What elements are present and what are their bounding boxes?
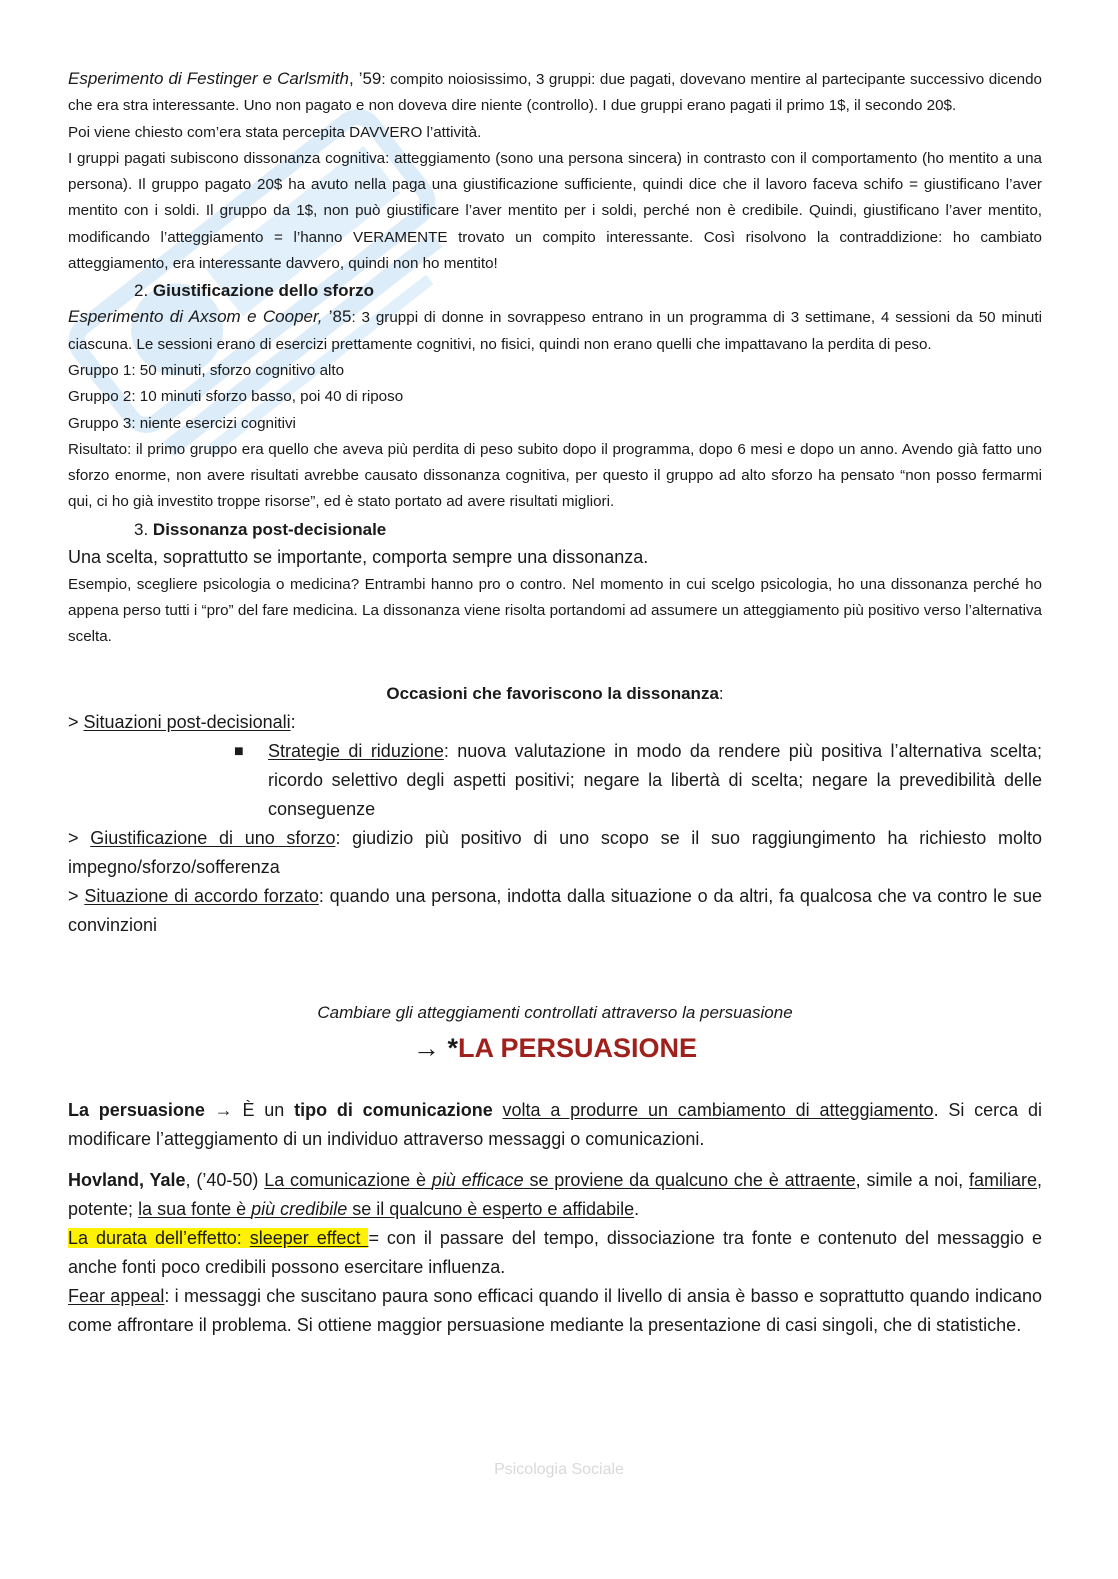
page-footer: Psicologia Sociale (494, 1461, 624, 1478)
occasioni-item-3: > Situazione di accordo forzato: quando una persona, indotta dalla situazione o da altri, fa qualcosa che va contro le sue convinzioni (68, 885, 1042, 935)
fear-appeal-paragraph: Fear appeal: i messaggi che suscitano paura sono efficaci quando il livello di ansia è basso e soprattutto quando indicano come affrontare il problema. Si ottiene maggior persuasione mediante la presentazione di casi singoli, che di statistiche. (68, 1285, 1042, 1335)
square-bullet-icon: ■ (234, 742, 244, 760)
highlighted-text: La durata dell’effetto: (68, 1227, 250, 1248)
festinger-line-2: Poi viene chiesto com’era stata percepita DAVVERO l’attività. (68, 123, 482, 141)
occasioni-item-2: > Giustificazione di uno sforzo: giudizio più positivo di uno scopo se il suo raggiungimento ha richiesto molto impegno/sforzo/sofferenza (68, 827, 1042, 877)
group-1: Gruppo 1: 50 minuti, sforzo cognitivo alto (68, 361, 345, 379)
axsom-result: Risultato: il primo gruppo era quello che aveva più perdita di peso subito dopo il programma, dopo 6 mesi e dopo un anno. Avendo già fatto uno sforzo enorme, non avere risultati avrebbe causato dissonanza cognitiva, per questo il gruppo ad alto sforzo ha pensato “non posso fermarmi qui, ci ho già investito troppe risorse”, ed è stato portato ad avere risultati migliori. (68, 440, 1042, 511)
festinger-title: Esperimento di Festinger e Carlsmith (68, 69, 349, 88)
document-body (68, 66, 1042, 1340)
persuasione-subtitle: Cambiare gli atteggiamenti controllati attraverso la persuasione (317, 1002, 793, 1022)
occasioni-title: Occasioni che favoriscono la dissonanza: (386, 683, 724, 703)
strategie-bullet: ■ Strategie di riduzione: nuova valutazione in modo da rendere più positiva l’alternativa scelta; ricordo selettivo degli aspetti positivi; negare la libertà di scelta; negare la prevedibilità delle conseguenze (68, 737, 1042, 824)
section-3-lead: Una scelta, soprattutto se importante, comporta sempre una dissonanza. (68, 546, 649, 567)
group-2: Gruppo 2: 10 minuti sforzo basso, poi 40 di riposo (68, 388, 404, 406)
hovland-paragraph: Hovland, Yale, (’40-50) La comunicazione è più efficace se proviene da qualcuno che è attraente, simile a noi, familiare, potente; la sua fonte è più credibile se il qualcuno è esperto e affidabile. (68, 1169, 1042, 1219)
festinger-line-3: I gruppi pagati subiscono dissonanza cognitiva: atteggiamento (sono una persona sincera) in contrasto con il comportamento (ho mentito a una persona). Il gruppo pagato 20$ ha avuto nella paga una giustificazione sufficiente, quindi dice che il lavoro faceva schifo = giustificano l’aver mentito con i soldi. Il gruppo da 1$, non può giustificare l’aver mentito per i soldi, perché non è credibile. Quindi, giustificano l’aver mentito, modificando l’atteggiamento = l’hanno VERAMENTE trovato un compito interessante. Così risolvono la contraddizione: ho cambiato atteggiamento, era interessante davvero, quindi non ho mentito! (68, 149, 1042, 273)
occasioni-item-1: > Situazioni post-decisionali: (68, 711, 296, 732)
section-3-heading: 3. Dissonanza post-decisionale (134, 519, 387, 539)
persuasione-definition: La persuasione → È un tipo di comunicazione volta a produrre un cambiamento di atteggiamento. Si cerca di modificare l’atteggiamento di un individuo attraverso messaggi o comunicazioni. (68, 1099, 1042, 1149)
persuasione-title: → *LA PERSUASIONE (412, 1032, 698, 1063)
section-2-heading: 2. Giustificazione dello sforzo (134, 281, 374, 301)
sleeper-effect-paragraph: La durata dell’effetto: sleeper effect = con il passare del tempo, dissociazione tra fonte e contenuto del messaggio e anche fonti poco credibili possono esercitare influenza. (68, 1227, 1043, 1277)
axsom-paragraph: Esperimento di Axsom e Cooper, ’85: 3 gruppi di donne in sovrappeso entrano in un programma di 3 settimane, 4 sessioni da 50 minuti ciascuna. Le sessioni erano di esercizi prettamente cognitivi, no fisici, quindi non erano quelli che impattavano la perdita di peso. (68, 307, 1042, 353)
group-3: Gruppo 3: niente esercizi cognitivi (68, 414, 296, 432)
festinger-paragraph: Esperimento di Festinger e Carlsmith, ’59: compito noiosissimo, 3 gruppi: due pagati, dovevano mentire al partecipante successivo dicendo che era stra interessante. Uno non pagato e non doveva dire niente (controllo). I due gruppi erano pagati il primo 1$, il secondo 20$. (68, 69, 1042, 115)
section-3-example: Esempio, scegliere psicologia o medicina? Entrambi hanno pro o contro. Nel momento in cui scelgo psicologia, ho una dissonanza perché ho appena perso tutti i “pro” del fare medicina. La dissonanza viene risolta portandomi ad assumere un atteggiamento più positivo verso l’alternativa scelta. (68, 575, 1042, 646)
